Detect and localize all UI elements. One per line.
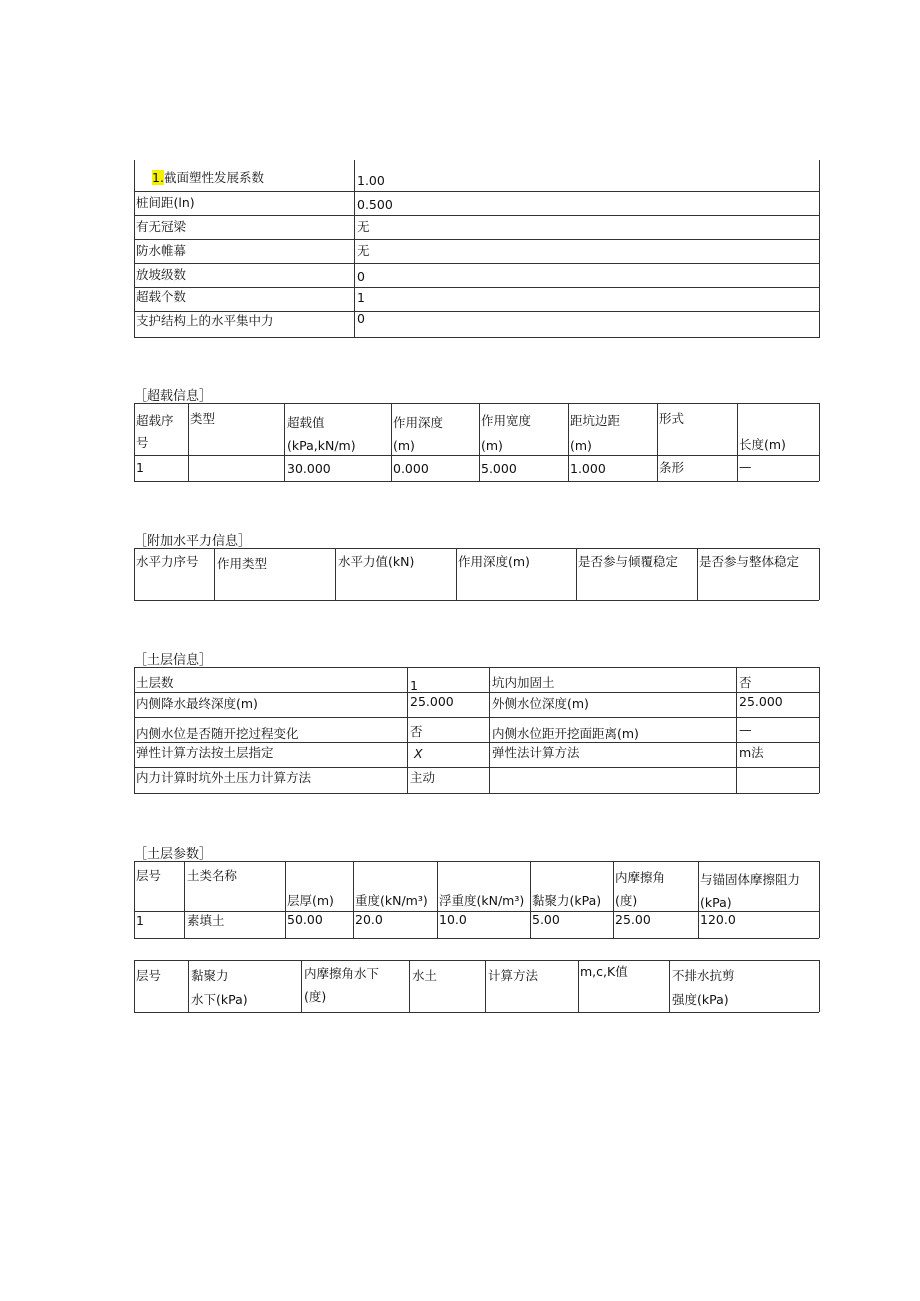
soil-info-value-water-change: 否 (410, 724, 423, 739)
surcharge-cell-form: 条形 (659, 460, 685, 475)
soil-params-cell-buoyant: 10.0 (439, 912, 467, 927)
soil-params2-header-method: 计算方法 (488, 968, 539, 983)
surcharge-header-width-unit: (m) (481, 438, 503, 453)
surcharge-header-edge-unit: (m) (570, 438, 592, 453)
surcharge-header-index-1: 超载序 (136, 413, 174, 428)
horizontal-header-depth: 作用深度(m) (458, 554, 530, 569)
soil-params-cell-weight: 20.0 (355, 912, 383, 927)
soil-params-header-weight: 重度(kN/m³) (355, 893, 428, 908)
surcharge-header-width: 作用宽度 (481, 413, 532, 428)
soil-info-title: ［土层信息］ (134, 653, 213, 668)
soil-params-header-cohesion: 黏聚力(kPa) (532, 893, 602, 908)
surcharge-header-depth-unit: (m) (393, 438, 415, 453)
param-label-3: 有无冠梁 (136, 219, 187, 234)
param-label-4: 防水帷幕 (136, 243, 187, 258)
soil-info-label-water-distance: 内侧水位距开挖面距离(m) (492, 726, 639, 741)
soil-params2-header-undrained-unit: 强度(kPa) (672, 992, 729, 1007)
param-value-4: 无 (357, 243, 370, 258)
soil-info-value-layers: 1 (410, 678, 418, 693)
param-value-6: 1 (357, 290, 365, 305)
param-value-7: 0 (357, 311, 365, 326)
param-label-6: 超载个数 (136, 289, 187, 304)
surcharge-header-value-unit: (kPa,kN/m) (287, 438, 356, 453)
surcharge-header-edge: 距坑边距 (570, 413, 621, 428)
soil-params-header-anchor-unit: (kPa) (700, 895, 732, 910)
surcharge-header-index-2: 号 (136, 435, 149, 450)
soil-params-cell-cohesion: 5.00 (532, 912, 560, 927)
soil-info-value-outer-depth: 25.000 (739, 694, 783, 709)
soil-info-value-water-distance: — (739, 722, 752, 737)
param-label-5: 放坡级数 (136, 267, 187, 282)
soil-params-header-friction: 内摩擦角 (615, 870, 666, 885)
surcharge-cell-edge: 1.000 (570, 461, 606, 476)
soil-params-cell-layer: 1 (136, 913, 144, 928)
surcharge-cell-index: 1 (136, 460, 144, 475)
soil-params-cell-thickness: 50.00 (287, 912, 323, 927)
soil-info-value-elastic-method: m法 (739, 745, 764, 760)
param-value-3: 无 (357, 219, 370, 234)
surcharge-header-value: 超载值 (287, 415, 325, 430)
surcharge-header-depth: 作用深度 (393, 415, 444, 430)
soil-params-header-anchor: 与锚固体摩擦阻力 (700, 872, 801, 887)
soil-info-value-inner-depth: 25.000 (410, 694, 454, 709)
param-value-5: 0 (357, 269, 365, 284)
soil-info-label-water-change: 内侧水位是否随开挖过程变化 (136, 726, 299, 741)
soil-params2-header-friction-unit: (度) (304, 989, 327, 1004)
soil-params2-header-cohesion: 黏聚力 (191, 968, 229, 983)
soil-info-label-outer-depth: 外侧水位深度(m) (492, 696, 589, 711)
horizontal-header-type: 作用类型 (217, 556, 268, 571)
soil-params-header-thickness: 层厚(m) (287, 893, 334, 908)
soil-params-cell-name: 素填土 (187, 913, 225, 928)
soil-params-header-layer: 层号 (136, 868, 162, 883)
soil-info-value-pressure-method: 主动 (410, 770, 436, 785)
horizontal-header-value: 水平力值(kN) (338, 554, 415, 569)
soil-info-value-elastic-spec: X (414, 746, 423, 761)
soil-params2-header-mck: m,c,K值 (580, 964, 628, 979)
soil-params-title: ［土层参数］ (134, 847, 213, 862)
horizontal-header-overturn: 是否参与倾覆稳定 (578, 554, 679, 569)
soil-info-label-inner-depth: 内侧降水最终深度(m) (136, 696, 258, 711)
surcharge-cell-width: 5.000 (481, 461, 517, 476)
soil-params-header-name: 土类名称 (187, 868, 238, 883)
soil-info-label-elastic-method: 弹性法计算方法 (492, 745, 580, 760)
soil-params-header-friction-unit: (度) (615, 893, 638, 908)
horizontal-header-index: 水平力序号 (136, 554, 199, 569)
surcharge-header-length: 长度(m) (739, 437, 786, 452)
soil-params2-header-friction: 内摩擦角水下 (304, 966, 380, 981)
soil-info-label-reinforce: 坑内加固土 (492, 675, 555, 690)
param-value-1: 1.00 (357, 173, 385, 188)
surcharge-title: ［超载信息］ (134, 389, 213, 404)
param-label-7: 支护结构上的水平集中力 (136, 313, 274, 328)
soil-params-cell-anchor: 120.0 (700, 912, 736, 927)
horizontal-header-overall: 是否参与整体稳定 (699, 554, 800, 569)
surcharge-cell-depth: 0.000 (393, 461, 429, 476)
param-label-1: 1.截面塑性发展系数 (152, 170, 264, 185)
param-label-2: 桩间距(ln) (136, 195, 195, 210)
soil-info-value-reinforce: 否 (739, 675, 752, 690)
soil-info-label-elastic-spec: 弹性计算方法按土层指定 (136, 745, 274, 760)
surcharge-header-form: 形式 (659, 411, 685, 426)
surcharge-header-type: 类型 (190, 411, 216, 426)
soil-params2-header-cohesion-unit: 水下(kPa) (191, 992, 248, 1007)
surcharge-cell-value: 30.000 (287, 461, 331, 476)
soil-params-header-buoyant: 浮重度(kN/m³) (439, 893, 525, 908)
soil-params2-header-layer: 层号 (136, 968, 162, 983)
soil-info-label-layers: 土层数 (136, 675, 174, 690)
soil-params2-header-water-soil: 水土 (412, 968, 438, 983)
soil-params2-header-undrained: 不排水抗剪 (672, 968, 735, 983)
soil-params-cell-friction: 25.00 (615, 912, 651, 927)
param-value-2: 0.500 (357, 197, 393, 212)
surcharge-cell-length: — (739, 459, 752, 474)
soil-info-label-pressure-method: 内力计算时坑外土压力计算方法 (136, 770, 312, 785)
horizontal-title: ［附加水平力信息］ (134, 534, 252, 549)
